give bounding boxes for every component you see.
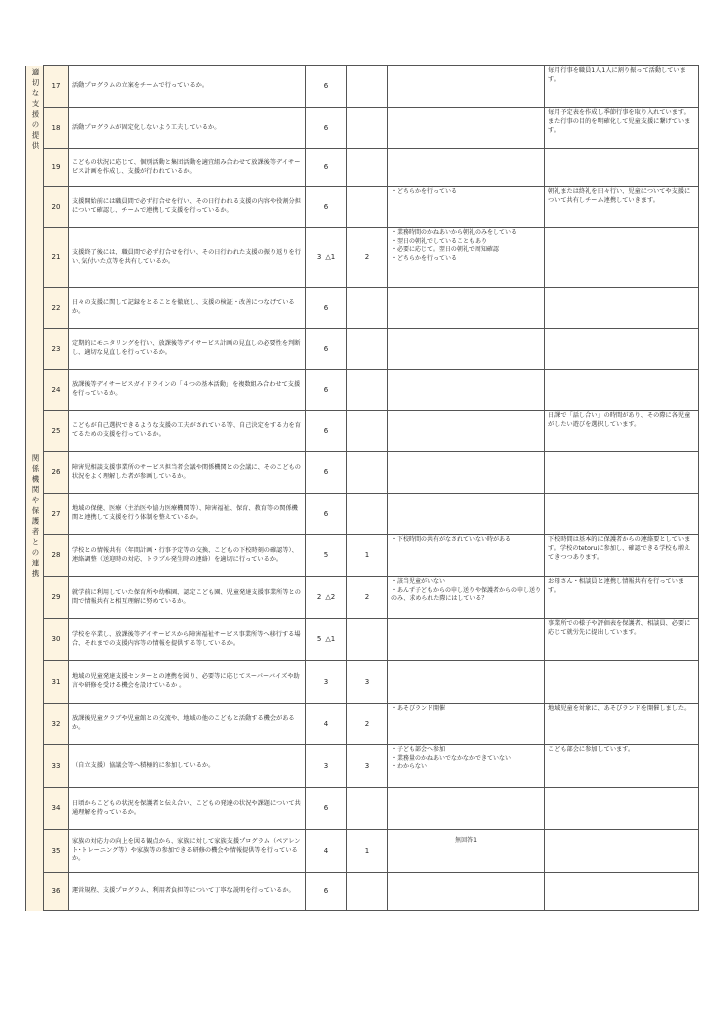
- question-text: 定期的にモニタリングを行い、放課後等デイサービス計画の見直しの必要性を判断し、適切な見直しを行っているか。: [69, 329, 306, 370]
- table-row: [26, 704, 699, 745]
- no-count: 2: [347, 228, 388, 288]
- question-text: 地域の保健、医療（主治医や協力医療機関等）、障害福祉、保育、教育等の関係機関と連携して支援を行う体制を整えているか。: [69, 494, 306, 535]
- table-row: [26, 661, 699, 704]
- partial-count: △1: [325, 635, 336, 644]
- category-cell: [26, 873, 44, 911]
- response-text: お母さん・相談員と連携し情報共有を行っています。: [545, 577, 699, 619]
- yes-count-cell: [306, 494, 347, 535]
- comments-cell: [388, 577, 545, 619]
- no-answer-note: 無回答1: [455, 837, 477, 844]
- yes-count: 2: [316, 593, 322, 602]
- table-row: [26, 452, 699, 494]
- yes-count: 6: [323, 202, 329, 211]
- table-row: [26, 577, 699, 619]
- yes-count-cell: [306, 329, 347, 370]
- yes-count: 3: [323, 761, 329, 770]
- item-number: 24: [44, 370, 69, 411]
- yes-count-cell: [306, 108, 347, 149]
- yes-count-cell: [306, 619, 347, 661]
- table-row: [26, 66, 699, 108]
- response-text: 下校時間は基本的に保護者からの連絡要としています。学校のtetoruに参加し、確認できる学校も増えてきつつあります。: [545, 535, 699, 577]
- yes-count: 6: [323, 804, 329, 813]
- comment-line: ・該当児童がいない: [391, 578, 446, 585]
- no-count: 1: [347, 535, 388, 577]
- table-row: [26, 149, 699, 187]
- response-text: [545, 873, 699, 911]
- comments-cell: [388, 228, 545, 288]
- item-number: 26: [44, 452, 69, 494]
- no-count: [347, 619, 388, 661]
- yes-count-cell: [306, 288, 347, 329]
- no-count: [347, 370, 388, 411]
- yes-count: 5: [323, 551, 329, 560]
- comments-cell: [388, 704, 545, 745]
- no-count: [347, 329, 388, 370]
- comment-line: ・あんず子どもからの申し送りや保護者からの申し送りのみ、求められた際にはしている？: [391, 586, 542, 603]
- yes-count: 6: [323, 509, 329, 518]
- yes-count: 6: [323, 82, 329, 91]
- partial-count: △1: [325, 253, 336, 262]
- item-number: 28: [44, 535, 69, 577]
- response-text: [545, 452, 699, 494]
- category-cell: [26, 66, 44, 452]
- question-text: 支援開始前には職員間で必ず打合せを行い、その日行われる支援の内容や役割分担について確認し、チームで連携して支援を行っているか。: [69, 187, 306, 228]
- item-number: 35: [44, 830, 69, 873]
- category-label: 関係機関や保護者との連携: [30, 453, 40, 580]
- comments-cell: [388, 108, 545, 149]
- item-number: 22: [44, 288, 69, 329]
- question-text: 日々の支援に関して記録をとることを徹底し、支援の検証・改善につなげているか。: [69, 288, 306, 329]
- comments-cell: [388, 788, 545, 830]
- yes-count-cell: [306, 452, 347, 494]
- yes-count: 3: [323, 677, 329, 686]
- item-number: 19: [44, 149, 69, 187]
- response-text: こども部会に参加しています。: [545, 745, 699, 788]
- comment-line: ・あそびランド開催: [391, 705, 446, 712]
- table-row: [26, 745, 699, 788]
- table-row: [26, 873, 699, 911]
- yes-count-cell: [306, 187, 347, 228]
- table-row: [26, 788, 699, 830]
- response-text: 事業所での様子や評価表を保護者、相談員、必要に応じて就労先に提出しています。: [545, 619, 699, 661]
- response-text: 日課で「話し合い」の時間があり、その際に各児童がしたい遊びを選択しています。: [545, 411, 699, 452]
- question-text: こどもが自己選択できるような支援の工夫がされている等、自己決定をする力を育てるための支援を行っているか。: [69, 411, 306, 452]
- yes-count-cell: [306, 370, 347, 411]
- table-row: [26, 228, 699, 288]
- item-number: 17: [44, 66, 69, 108]
- no-count: [347, 494, 388, 535]
- comment-line: ・子ども部会へ参加: [391, 746, 446, 753]
- comment-line: ・業務量のかねあいでなかなかできていない: [391, 754, 512, 762]
- no-count: [347, 108, 388, 149]
- question-text: 学校との情報共有（年間計画・行事予定等の交換、こどもの下校時刻の確認等）、連絡調整（送迎時の対応、トラブル発生時の連絡）を適切に行っているか。: [69, 535, 306, 577]
- question-text: 支援終了後には、職員間で必ず打合せを行い、その日行われた支援の振り返りを行い､気付いた点等を共有しているか。: [69, 228, 306, 288]
- comments-cell: [388, 329, 545, 370]
- category-label: 適切な支援の提供: [30, 67, 40, 152]
- comments-cell: [388, 745, 545, 788]
- table-row: [26, 535, 699, 577]
- no-count: [347, 788, 388, 830]
- question-text: 就学前に利用していた保育所や幼稚園、認定こども園、児童発達支援事業所等との間で情報共有と相互理解に努めているか。: [69, 577, 306, 619]
- comment-line: ・必要に応じて。翌日の朝礼で周知確認: [391, 246, 499, 254]
- table-row: [26, 830, 699, 873]
- yes-count-cell: [306, 66, 347, 108]
- yes-count: 4: [323, 719, 329, 728]
- item-number: 30: [44, 619, 69, 661]
- yes-count: 5: [316, 635, 322, 644]
- item-number: 23: [44, 329, 69, 370]
- question-text: 運営規程、支援プログラム、利用者負担等について丁寧な説明を行っているか。: [69, 873, 306, 911]
- response-text: 朝礼または終礼を日々行い、児童についてや支援について共有しチーム連携していきます。: [545, 187, 699, 228]
- question-text: 放課後等デイサービスガイドラインの「４つの基本活動」を複数組み合わせて支援を行っているか。: [69, 370, 306, 411]
- comments-cell: [388, 149, 545, 187]
- item-number: 25: [44, 411, 69, 452]
- question-text: 活動プログラムの立案をチームで行っているか。: [69, 66, 306, 108]
- response-text: [545, 288, 699, 329]
- comments-cell: [388, 830, 545, 873]
- yes-count-cell: [306, 788, 347, 830]
- table-row: [26, 619, 699, 661]
- category-cell: [26, 452, 44, 873]
- item-number: 32: [44, 704, 69, 745]
- yes-count: 6: [323, 887, 329, 896]
- table-row: [26, 411, 699, 452]
- yes-count-cell: [306, 704, 347, 745]
- yes-count-cell: [306, 149, 347, 187]
- question-text: 家族の対応力の向上を図る観点から、家族に対して家族支援プログラム（ペアレント･トレーニング等）や家族等の参加できる研修の機会や情報提供等を行っているか。: [69, 830, 306, 873]
- no-count: [347, 288, 388, 329]
- comments-cell: [388, 494, 545, 535]
- comments-cell: [388, 619, 545, 661]
- no-count: 3: [347, 661, 388, 704]
- comment-line: ・業務時間のかねあいから朝礼のみをしている: [391, 229, 518, 236]
- yes-count-cell: [306, 830, 347, 873]
- no-count: [347, 452, 388, 494]
- comments-cell: [388, 66, 545, 108]
- yes-count: 6: [323, 344, 329, 353]
- yes-count: 6: [323, 385, 329, 394]
- response-text: [545, 329, 699, 370]
- item-number: 34: [44, 788, 69, 830]
- yes-count: 6: [323, 468, 329, 477]
- question-text: 障害児相談支援事業所のサービス担当者会議や関係機関との会議に、そのこどもの状況をよく理解した者が参画しているか。: [69, 452, 306, 494]
- partial-count: △2: [325, 593, 336, 602]
- yes-count-cell: [306, 577, 347, 619]
- question-text: 活動プログラムが固定化しないよう工夫しているか。: [69, 108, 306, 149]
- response-text: [545, 228, 699, 288]
- yes-count-cell: [306, 411, 347, 452]
- item-number: 21: [44, 228, 69, 288]
- response-text: 毎月行事を職員1人1人に割り振って活動しています。: [545, 66, 699, 108]
- item-number: 31: [44, 661, 69, 704]
- item-number: 29: [44, 577, 69, 619]
- response-text: [545, 830, 699, 873]
- response-text: [545, 370, 699, 411]
- question-text: （自立支援）協議会等へ積極的に参加しているか。: [69, 745, 306, 788]
- yes-count-cell: [306, 228, 347, 288]
- no-count: 1: [347, 830, 388, 873]
- item-number: 27: [44, 494, 69, 535]
- no-count: [347, 411, 388, 452]
- item-number: 20: [44, 187, 69, 228]
- table-row: [26, 494, 699, 535]
- table-row: [26, 187, 699, 228]
- comment-line: ・わからない: [391, 763, 428, 771]
- comments-cell: [388, 661, 545, 704]
- no-count: [347, 873, 388, 911]
- question-text: 地域の児童発達支援センターとの連携を図り、必要等に応じてスーパーバイズや助言や研修を受ける機会を設けているか 。: [69, 661, 306, 704]
- comments-cell: [388, 452, 545, 494]
- yes-count-cell: [306, 873, 347, 911]
- table-row: [26, 370, 699, 411]
- table-row: [26, 329, 699, 370]
- question-text: こどもの状況に応じて、個別活動と集団活動を適宜組み合わせて放課後等デイサービス計画を作成し、支援が行われているか。: [69, 149, 306, 187]
- comments-cell: [388, 370, 545, 411]
- response-text: 毎月予定表を作成し季節行事を取り入れています。また行事の目的を明確化して児童支援に繋げています。: [545, 108, 699, 149]
- table-row: [26, 108, 699, 149]
- comments-cell: [388, 187, 545, 228]
- comment-line: ・どちらかを行っている: [391, 188, 458, 195]
- item-number: 18: [44, 108, 69, 149]
- no-count: [347, 187, 388, 228]
- yes-count: 3: [316, 253, 322, 262]
- question-text: 学校を卒業し、放課後等デイサービスから障害福祉サービス事業所等へ移行する場合、それまでの支援内容等の情報を提供する等しているか。: [69, 619, 306, 661]
- question-text: 日頃からこどもの状況を保護者と伝え合い、こどもの発達の状況や課題について共通理解を持っているか。: [69, 788, 306, 830]
- yes-count: 6: [323, 426, 329, 435]
- response-text: [545, 788, 699, 830]
- yes-count: 6: [323, 303, 329, 312]
- comment-line: ・どちらかを行っている: [391, 255, 458, 263]
- yes-count-cell: [306, 535, 347, 577]
- item-number: 33: [44, 745, 69, 788]
- comments-cell: [388, 873, 545, 911]
- question-text: 放課後児童クラブや児童館との交流や、地域の他のこどもと活動する機会があるか。: [69, 704, 306, 745]
- no-count: [347, 66, 388, 108]
- comments-cell: [388, 535, 545, 577]
- comment-line: ・翌日の朝礼でしていることもあり: [391, 237, 488, 245]
- no-count: 2: [347, 577, 388, 619]
- no-count: 2: [347, 704, 388, 745]
- table-row: [26, 288, 699, 329]
- yes-count: 4: [323, 846, 329, 855]
- no-count: 3: [347, 745, 388, 788]
- comment-line: ・下校時間の共有がなされていない時がある: [391, 536, 512, 543]
- comments-cell: [388, 288, 545, 329]
- response-text: [545, 494, 699, 535]
- evaluation-table: [25, 65, 699, 911]
- response-text: 地域児童を対象に、あそびランドを開催しました。: [545, 704, 699, 745]
- item-number: 36: [44, 873, 69, 911]
- yes-count: 6: [323, 163, 329, 172]
- response-text: [545, 149, 699, 187]
- yes-count-cell: [306, 661, 347, 704]
- response-text: [545, 661, 699, 704]
- no-count: [347, 149, 388, 187]
- yes-count: 6: [323, 123, 329, 132]
- comments-cell: [388, 411, 545, 452]
- yes-count-cell: [306, 745, 347, 788]
